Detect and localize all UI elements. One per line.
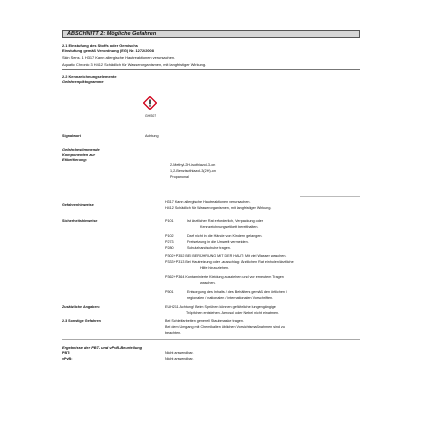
- p280-code: P280: [165, 246, 174, 250]
- classification-line-1: Skin Sens. 1 H317 Kann allergische Hautreaktionen verursachen.: [62, 55, 176, 60]
- p501-text-2: regionalen / nationalen / internationalen Vorschriften.: [187, 296, 274, 300]
- classification-subheading: Einstufung gemäß Verordnung (EG) Nr. 1272/2008: [62, 48, 154, 53]
- pbt-heading: Ergebnisse der PBT- und vPvB-Beurteilung: [62, 345, 142, 350]
- p101-code: P101: [165, 219, 174, 223]
- precautionary-statements-label: Sicherheitshinweise: [62, 219, 98, 223]
- p101-text-2: Kennzeichnungsetikett bereithalten.: [200, 225, 259, 229]
- divider: [62, 69, 360, 70]
- p280-text: Schutzhandschuhe tragen.: [187, 246, 231, 250]
- hazard-statements-label: Gefahrenhinweise: [62, 203, 94, 207]
- components-label-1: Gefahrbestimmende: [62, 147, 100, 152]
- section-header-title: ABSCHNITT 2: Mögliche Gefahren: [67, 31, 157, 37]
- pbt-label: PBT:: [62, 351, 71, 355]
- vpvb-value: Nicht anwendbar.: [165, 357, 194, 361]
- component-1: 2-Methyl-2H-isothiazol-3-on: [170, 163, 216, 167]
- divider: [300, 196, 360, 197]
- p333-p313-continued: Hilfe hinzuziehen.: [200, 266, 230, 270]
- label-elements-heading: 2.2 Kennzeichnungselemente: [62, 74, 117, 79]
- p501-text: Entsorgung des Inhalts / des Behälters gemäß den örtlichen /: [187, 290, 288, 294]
- additional-info-label: Zusätzliche Angaben:: [62, 305, 100, 309]
- vpvb-label: vPvB:: [62, 357, 73, 361]
- classification-line-2: Aquatic Chronic 3 H412 Schädlich für Wasserorganismen, mit langfristiger Wirkung.: [62, 62, 207, 67]
- p102-text: Darf nicht in die Hände von Kindern gelangen.: [187, 234, 263, 238]
- other-hazards-label: 2.3 Sonstige Gefahren: [62, 319, 101, 323]
- p362-p364-continued: waschen.: [200, 281, 216, 285]
- p333-p313: P333+P313 Bei Hautreizung oder -ausschlag: Ärztlichen Rat einholen/ärztliche: [165, 260, 294, 264]
- p273-text: Freisetzung in die Umwelt vermeiden.: [187, 240, 249, 244]
- p273-code: P273: [165, 240, 174, 244]
- additional-info-line-2: Tröpfchen entstehen. Aerosol oder Nebel nicht einatmen.: [186, 311, 280, 315]
- p302-p352: P302+P352 BEI BERÜHRUNG MIT DER HAUT: Mit viel Wasser waschen.: [165, 254, 287, 258]
- other-hazards-line-3: beachten.: [165, 331, 182, 335]
- classification-heading: 2.1 Einstufung des Stoffs oder Gemischs: [62, 43, 138, 48]
- p501-code: P501: [165, 290, 174, 294]
- signal-word-value: Achtung: [145, 134, 159, 138]
- section-header: [62, 30, 360, 38]
- component-2: 1,2-Benzisothiazol-3(2H)-on: [170, 169, 216, 173]
- pictogram-caption: GHS07: [145, 114, 157, 118]
- p101-text: Ist ärztlicher Rat erforderlich, Verpackung oder: [187, 219, 264, 223]
- component-3: Propanonal: [170, 175, 189, 179]
- other-hazards-line-1: Bei Schleifarbeiten generell Staubmaske tragen.: [165, 319, 244, 323]
- pictograms-label: Gefahrenpiktogramme: [62, 79, 104, 84]
- p102-code: P102: [165, 234, 174, 238]
- signal-word-label: Signalwort: [62, 134, 81, 138]
- components-label-3: Etikettierung:: [62, 157, 88, 162]
- p362-p364: P362+P364 Kontaminierte Kleidung ausziehen und vor erneutem Tragen: [165, 275, 284, 279]
- divider: [62, 339, 360, 340]
- pbt-value: Nicht anwendbar.: [165, 351, 194, 355]
- components-label-2: Komponenten zur: [62, 152, 96, 157]
- hazard-h317: H317 Kann allergische Hautreaktionen verursachen.: [165, 200, 251, 204]
- additional-info-line-1: EUH211 Achtung! Beim Sprühen können gefährliche lungengängige: [165, 305, 276, 309]
- ghs07-exclamation-pictogram: [143, 96, 157, 110]
- hazard-h412: H412 Schädlich für Wasserorganismen, mit langfristiger Wirkung.: [165, 206, 272, 210]
- other-hazards-line-2: Bei dem Umgang mit Chemikalien üblichen Vorsichtsmaßnahmen sind zu: [165, 325, 285, 329]
